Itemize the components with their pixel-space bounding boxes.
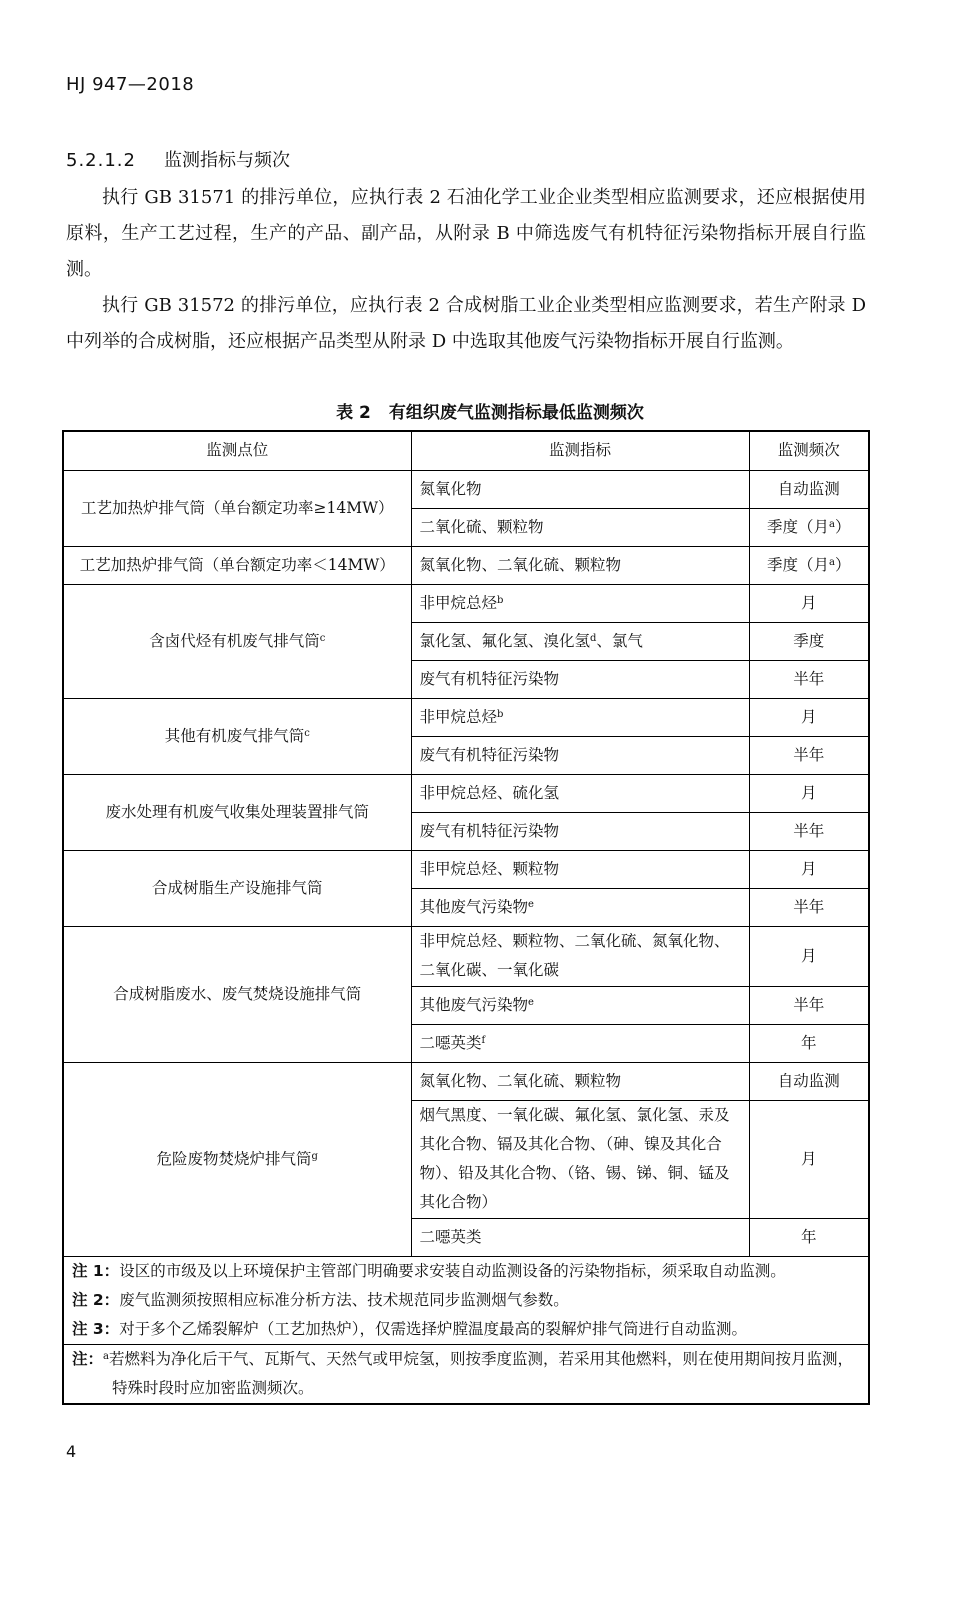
frequency-text: 月 xyxy=(800,1149,817,1168)
point-cell xyxy=(63,698,411,774)
note-text: 废气监测须按照相应标准分析方法、技术规范同步监测烟气参数。 xyxy=(119,1290,569,1309)
frequency-cell xyxy=(749,812,869,850)
frequency-cell xyxy=(749,546,869,584)
paragraph-2: 执行 GB 31572 的排污单位，应执行表 2 合成树脂工业企业类型相应监测要求，若生产附录 D 中列举的合成树脂，还应根据产品类型从附录 D 中选取其他废气污染物指标开展自行监测。 xyxy=(66,295,866,352)
indicator-text: 氮氧化物、二氧化硫、颗粒物 xyxy=(419,1071,622,1090)
note-line xyxy=(72,1315,860,1344)
frequency-text-tail: ） xyxy=(834,517,851,536)
section-heading xyxy=(66,146,290,172)
table-row xyxy=(63,1062,869,1100)
indicator-cell xyxy=(411,926,749,986)
frequency-footnote-mark: a xyxy=(829,556,835,568)
point-text: 工艺加热炉排气筒（单台额定功率≥14MW） xyxy=(80,498,394,517)
note-label: 注 2： xyxy=(72,1290,120,1309)
frequency-cell xyxy=(749,470,869,508)
point-cell xyxy=(63,850,411,926)
table-header-row xyxy=(63,431,869,470)
frequency-cell xyxy=(749,698,869,736)
section-title: 监测指标与频次 xyxy=(164,150,290,171)
footnote-row xyxy=(63,1344,869,1404)
point-text: 含卤代烃有机废气排气筒 xyxy=(149,631,320,650)
notes-row xyxy=(63,1256,869,1344)
point-cell xyxy=(63,1062,411,1256)
point-text: 其他有机废气排气筒 xyxy=(164,726,305,745)
indicator-footnote-mark: d xyxy=(590,632,597,644)
indicator-text: 二噁英类 xyxy=(419,1227,482,1246)
point-text: 合成树脂生产设施排气筒 xyxy=(151,878,323,897)
frequency-text: 月 xyxy=(800,783,817,802)
frequency-footnote-mark: a xyxy=(829,518,835,530)
indicator-cell xyxy=(411,1062,749,1100)
point-cell xyxy=(63,584,411,698)
frequency-text: 半年 xyxy=(793,897,825,916)
indicator-cell xyxy=(411,986,749,1024)
frequency-text: 季度（月 xyxy=(767,517,830,536)
note-line xyxy=(72,1286,860,1315)
note-text: 设区的市级及以上环境保护主管部门明确要求安装自动监测设备的污染物指标，须采取自动监测。 xyxy=(119,1261,786,1280)
indicator-cell xyxy=(411,888,749,926)
note-label: 注 1： xyxy=(72,1261,120,1280)
frequency-text: 季度（月 xyxy=(767,555,830,574)
point-text: 危险废物焚烧炉排气筒 xyxy=(156,1149,312,1168)
note-line xyxy=(72,1257,860,1286)
header-frequency: 监测频次 xyxy=(749,431,869,470)
monitoring-table-body xyxy=(63,431,869,1404)
frequency-text: 半年 xyxy=(793,669,825,688)
footnote-text: 若燃料为净化后干气、瓦斯气、天然气或甲烷氢，则按季度监测，若采用其他燃料，则在使用期间按月监测，特殊时段时应加密监测频次。 xyxy=(108,1349,853,1397)
indicator-text: 非甲烷总烃、颗粒物 xyxy=(419,859,560,878)
table-row xyxy=(63,698,869,736)
frequency-text: 月 xyxy=(800,859,817,878)
indicator-text: 其他废气污染物 xyxy=(419,897,529,916)
indicator-text: 氮氧化物 xyxy=(419,479,482,498)
table-row xyxy=(63,926,869,986)
table-row xyxy=(63,774,869,812)
frequency-text: 年 xyxy=(800,1033,817,1052)
frequency-cell xyxy=(749,584,869,622)
frequency-text: 自动监测 xyxy=(777,479,840,498)
indicator-cell xyxy=(411,698,749,736)
point-text: 废水处理有机废气收集处理装置排气筒 xyxy=(105,802,369,821)
footnote-line xyxy=(72,1345,860,1403)
indicator-text: 废气有机特征污染物 xyxy=(419,669,560,688)
footnote-mark: a xyxy=(103,1350,109,1362)
frequency-cell xyxy=(749,508,869,546)
header-indicator: 监测指标 xyxy=(411,431,749,470)
indicator-cell xyxy=(411,584,749,622)
frequency-text: 年 xyxy=(800,1227,817,1246)
indicator-footnote-mark: e xyxy=(528,996,534,1008)
table-row xyxy=(63,850,869,888)
table-caption-number: 表 2 xyxy=(336,403,371,423)
table-caption-title: 有组织废气监测指标最低监测频次 xyxy=(388,403,644,423)
indicator-cell xyxy=(411,508,749,546)
indicator-text: 氯化氢、氟化氢、溴化氢 xyxy=(419,631,591,650)
frequency-cell xyxy=(749,660,869,698)
frequency-cell xyxy=(749,986,869,1024)
frequency-text: 自动监测 xyxy=(777,1071,840,1090)
indicator-cell xyxy=(411,1100,749,1218)
frequency-text: 季度 xyxy=(793,631,825,650)
frequency-text: 月 xyxy=(800,593,817,612)
frequency-text-tail: ） xyxy=(834,555,851,574)
notes-cell xyxy=(63,1256,869,1344)
point-text: 合成树脂废水、废气焚烧设施排气筒 xyxy=(113,984,362,1003)
indicator-cell xyxy=(411,470,749,508)
indicator-cell xyxy=(411,812,749,850)
frequency-cell xyxy=(749,1024,869,1062)
indicator-text: 其他废气污染物 xyxy=(419,995,529,1014)
indicator-text: 非甲烷总烃 xyxy=(419,707,498,726)
point-footnote-mark: g xyxy=(311,1150,318,1162)
frequency-text: 半年 xyxy=(793,995,825,1014)
indicator-cell xyxy=(411,622,749,660)
indicator-cell xyxy=(411,1024,749,1062)
frequency-text: 月 xyxy=(800,946,817,965)
frequency-cell xyxy=(749,888,869,926)
indicator-cell xyxy=(411,546,749,584)
indicator-text: 非甲烷总烃 xyxy=(419,593,498,612)
indicator-text: 非甲烷总烃、硫化氢 xyxy=(419,783,560,802)
monitoring-table xyxy=(62,430,870,1405)
frequency-cell xyxy=(749,1062,869,1100)
indicator-footnote-mark: e xyxy=(528,898,534,910)
indicator-text: 废气有机特征污染物 xyxy=(419,821,560,840)
frequency-cell xyxy=(749,1218,869,1256)
document-code: HJ 947—2018 xyxy=(66,74,195,95)
table-row xyxy=(63,584,869,622)
page-number: 4 xyxy=(66,1442,77,1461)
indicator-text: 氮氧化物、二氧化硫、颗粒物 xyxy=(419,555,622,574)
point-cell xyxy=(63,546,411,584)
indicator-text: 废气有机特征污染物 xyxy=(419,745,560,764)
paragraph-1: 执行 GB 31571 的排污单位，应执行表 2 石油化学工业企业类型相应监测要求，还应根据使用原料，生产工艺过程，生产的产品、副产品，从附录 B 中筛选废气有机特征污染物指标开展自行监测。 xyxy=(66,187,866,280)
indicator-cell xyxy=(411,660,749,698)
frequency-cell xyxy=(749,850,869,888)
point-footnote-mark: c xyxy=(304,727,310,739)
indicator-text: 非甲烷总烃、颗粒物、二氧化硫、氮氧化物、二氧化碳、一氧化碳 xyxy=(419,932,730,979)
note-label: 注 3： xyxy=(72,1319,120,1338)
indicator-text: 二氧化硫、颗粒物 xyxy=(419,517,544,536)
point-cell xyxy=(63,774,411,850)
table-row xyxy=(63,546,869,584)
frequency-text: 半年 xyxy=(793,821,825,840)
indicator-cell xyxy=(411,1218,749,1256)
footnote-cell xyxy=(63,1344,869,1404)
point-text: 工艺加热炉排气筒（单台额定功率＜14MW） xyxy=(79,555,395,574)
frequency-cell xyxy=(749,1100,869,1218)
indicator-text: 烟气黑度、一氧化碳、氟化氢、氯化氢、汞及其化合物、镉及其化合物、（砷、镍及其化合物）、铅及其化合物、（铬、锡、锑、铜、锰及其化合物） xyxy=(419,1106,730,1211)
frequency-cell xyxy=(749,926,869,986)
frequency-text: 半年 xyxy=(793,745,825,764)
indicator-cell xyxy=(411,774,749,812)
point-cell xyxy=(63,926,411,1062)
point-cell xyxy=(63,470,411,546)
point-footnote-mark: c xyxy=(319,632,326,644)
header-point: 监测点位 xyxy=(63,431,411,470)
frequency-cell xyxy=(749,736,869,774)
indicator-text-tail: 、氯气 xyxy=(596,631,643,650)
frequency-text: 月 xyxy=(800,707,817,726)
indicator-footnote-mark: f xyxy=(481,1034,486,1046)
section-number: 5.2.1.2 xyxy=(66,150,136,171)
indicator-cell xyxy=(411,736,749,774)
frequency-cell xyxy=(749,774,869,812)
note-text: 对于多个乙烯裂解炉（工艺加热炉），仅需选择炉膛温度最高的裂解炉排气筒进行自动监测。 xyxy=(119,1319,747,1338)
footnote-label: 注： xyxy=(72,1349,104,1368)
table-caption xyxy=(0,398,980,423)
indicator-cell xyxy=(411,850,749,888)
indicator-text: 二噁英类 xyxy=(419,1033,482,1052)
indicator-footnote-mark: b xyxy=(497,594,504,606)
frequency-cell xyxy=(749,622,869,660)
table-row xyxy=(63,470,869,508)
indicator-footnote-mark: b xyxy=(497,708,504,720)
